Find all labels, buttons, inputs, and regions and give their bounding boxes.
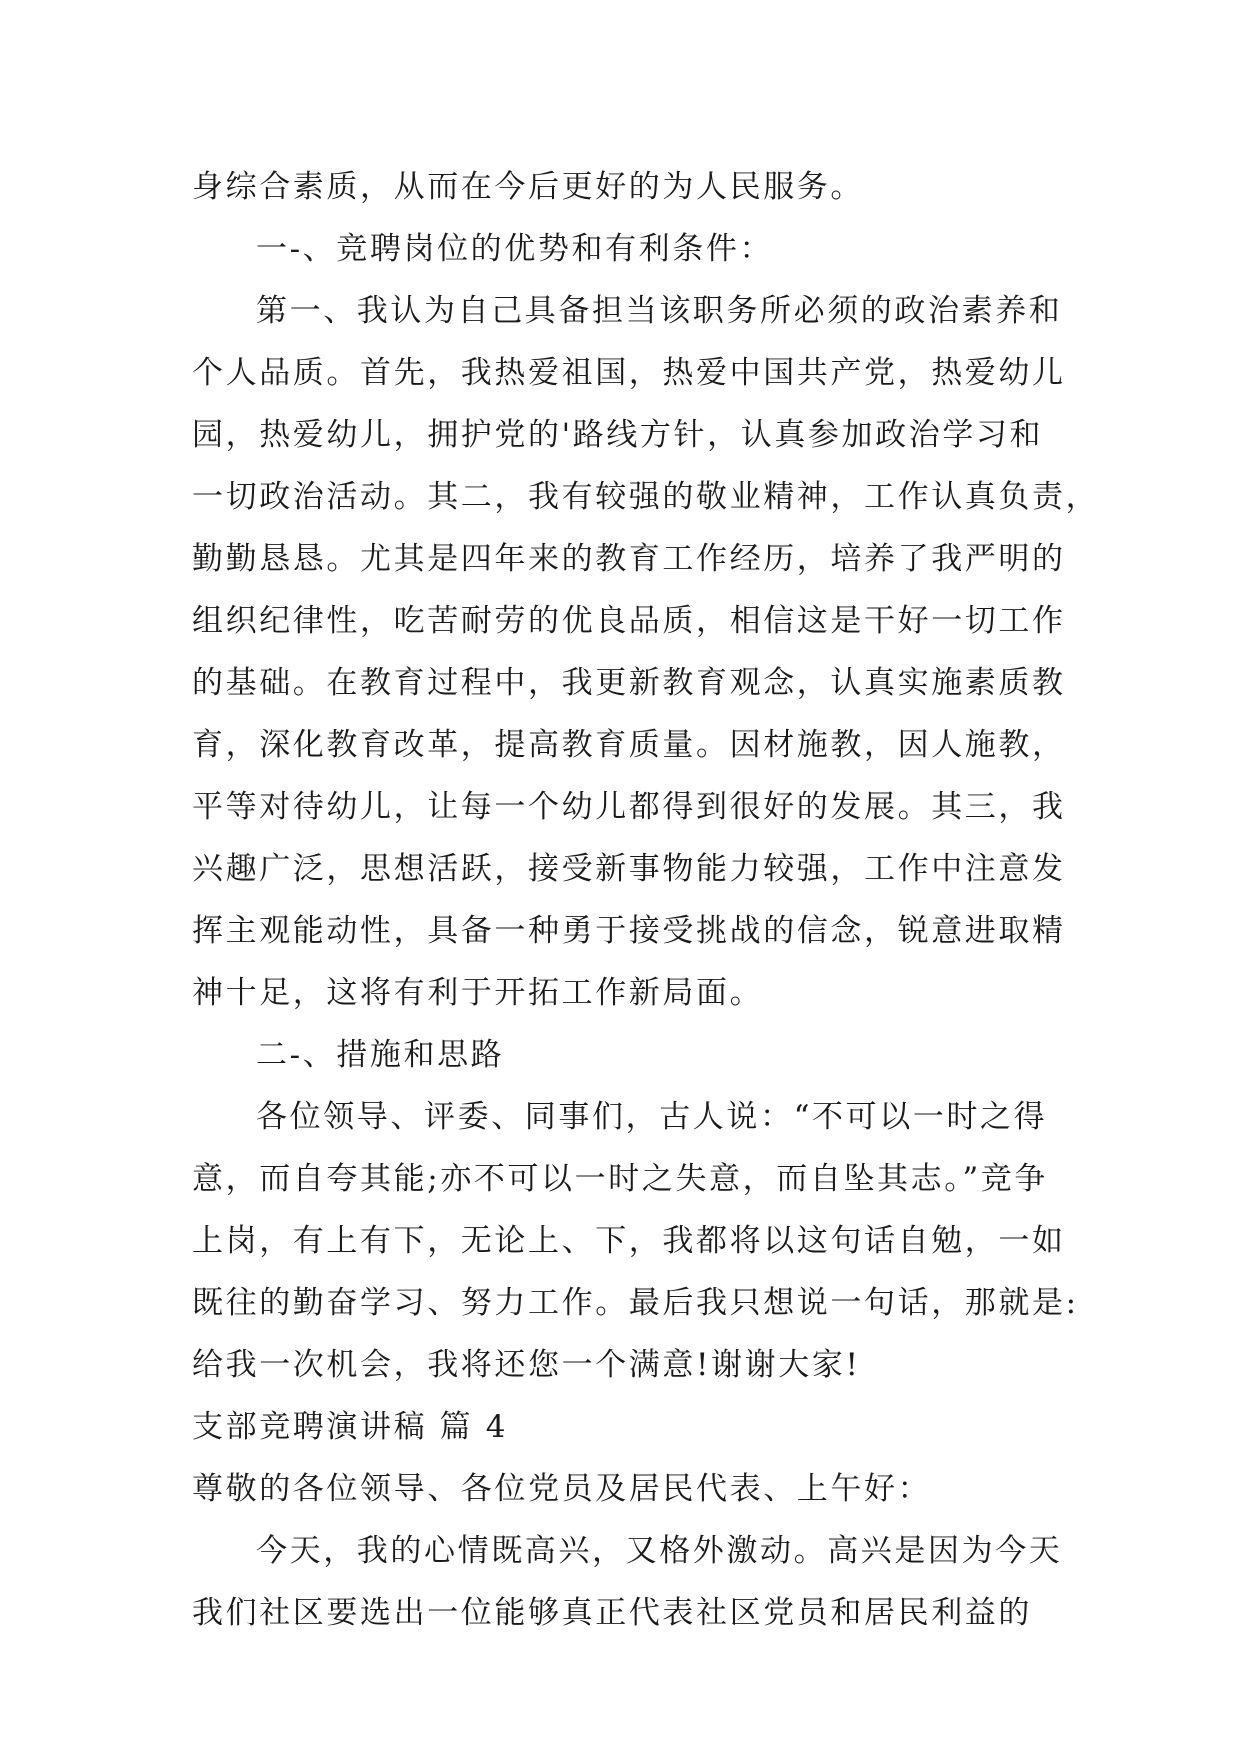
text-line: 身综合素质，从而在今后更好的为人民服务。 xyxy=(192,169,864,205)
text-line: 第一、我认为自己具备担当该职务所必须的政治素养和 xyxy=(256,293,1063,329)
text-line: 今天，我的心情既高兴，又格外激动。高兴是因为今天 xyxy=(256,1533,1063,1569)
text-line: 给我一次机会，我将还您一个满意!谢谢大家! xyxy=(192,1347,861,1383)
section-heading: 一-、竞聘岗位的优势和有利条件： xyxy=(256,231,774,267)
text-line: 园，热爱幼儿，拥护党的'路线方针，认真参加政治学习和 xyxy=(192,417,1044,453)
text-line: 神十足，这将有利于开拓工作新局面。 xyxy=(192,975,764,1011)
text-line: 组织纪律性，吃苦耐劳的优良品质，相信这是干好一切工作 xyxy=(192,603,1066,639)
text-line: 挥主观能动性，具备一种勇于接受挑战的信念，锐意进取精 xyxy=(192,913,1066,949)
text-line: 各位领导、评委、同事们，古人说：“不可以一时之得 xyxy=(256,1099,1048,1135)
document-body xyxy=(192,156,1100,1644)
text-line: 既往的勤奋学习、努力工作。最后我只想说一句话，那就是: xyxy=(192,1285,1079,1321)
text-line: 意，而自夸其能;亦不可以一时之失意，而自坠其志。”竞争 xyxy=(192,1161,1048,1197)
text-line: 个人品质。首先，我热爱祖国，热爱中国共产党，热爱幼儿 xyxy=(192,355,1066,391)
text-line: 上岗，有上有下，无论上、下，我都将以这句话自勉，一如 xyxy=(192,1223,1066,1259)
section-heading: 二-、措施和思路 xyxy=(256,1037,505,1073)
article-title: 支部竞聘演讲稿 篇 4 xyxy=(192,1409,509,1445)
text-line: 勤勤恳恳。尤其是四年来的教育工作经历，培养了我严明的 xyxy=(192,541,1066,577)
salutation: 尊敬的各位领导、各位党员及居民代表、上午好： xyxy=(192,1471,932,1507)
text-line: 一切政治活动。其二，我有较强的敬业精神，工作认真负责， xyxy=(192,479,1100,515)
text-line: 的基础。在教育过程中，我更新教育观念，认真实施素质教 xyxy=(192,665,1066,701)
text-line: 平等对待幼儿，让每一个幼儿都得到很好的发展。其三，我 xyxy=(192,789,1066,825)
text-line: 我们社区要选出一位能够真正代表社区党员和居民利益的 xyxy=(192,1595,1032,1631)
text-line: 育，深化教育改革，提高教育质量。因材施教，因人施教， xyxy=(192,727,1066,763)
text-line: 兴趣广泛，思想活跃，接受新事物能力较强，工作中注意发 xyxy=(192,851,1066,887)
